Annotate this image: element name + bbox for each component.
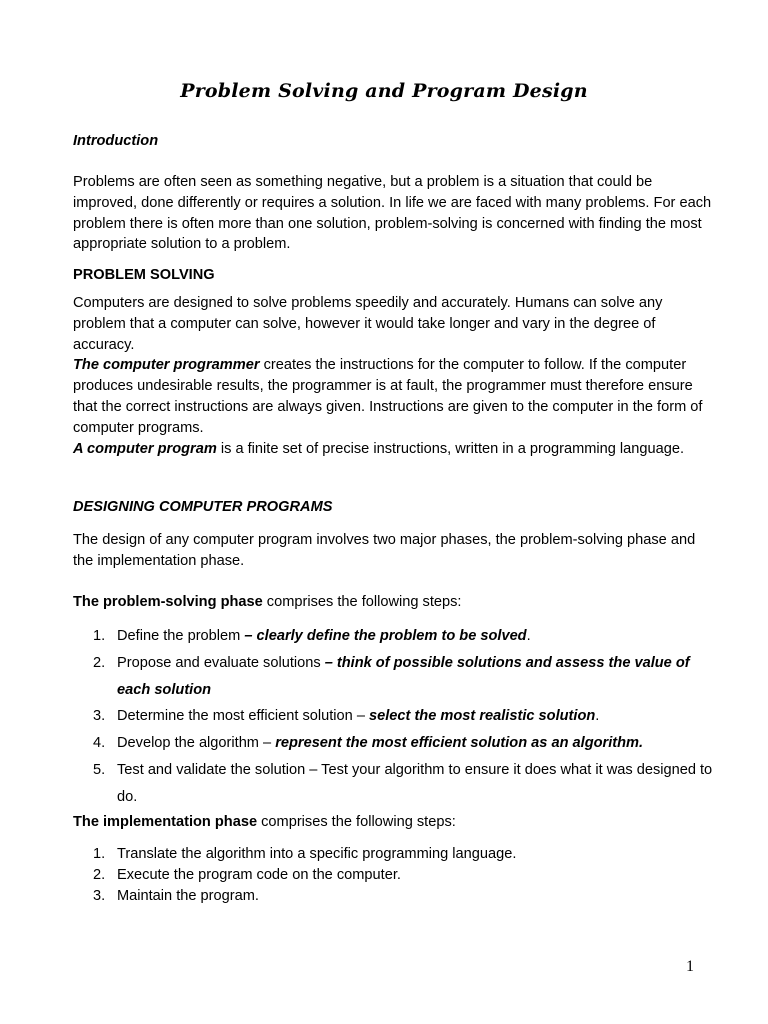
page-title: Problem Solving and Program Design <box>180 80 588 102</box>
list-number: 3. <box>93 708 106 725</box>
designing-paragraph: The design of any computer program involves two major phases, the problem-solving phase and the implementation phase. <box>73 532 696 569</box>
problem-solving-phase-intro <box>73 592 713 613</box>
program-text: is a finite set of precise instructions, written in a programming language. <box>216 440 685 457</box>
step-text: Determine the most efficient solution – <box>117 708 370 725</box>
step-tail: . <box>595 708 600 725</box>
program-definition <box>73 439 713 460</box>
list-number: 1. <box>93 846 106 862</box>
step-text: Develop the algorithm – <box>117 735 276 752</box>
list-item <box>93 757 713 811</box>
program-term: A computer program <box>73 440 217 457</box>
step-text: Define the problem <box>117 628 245 644</box>
implementation-steps <box>93 844 713 906</box>
ps-phase-text: comprises the following steps: <box>262 594 462 610</box>
list-number: 4. <box>93 735 106 752</box>
step-tail: . <box>526 628 531 644</box>
list-number: 2. <box>93 866 106 883</box>
list-item <box>93 730 713 757</box>
step-emphasis: – think of possible solutions and assess the value of each solution <box>117 654 690 698</box>
step-text: Translate the algorithm into a specific programming language. <box>117 846 517 862</box>
introduction-heading: Introduction <box>73 133 159 149</box>
step-text: Propose and evaluate solutions <box>117 654 325 671</box>
introduction-paragraph: Problems are often seen as something negative, but a problem is a situation that could be improved, done differently or requires a solution. In life we are faced with many problems. For each problem there is often more than one solution, problem-solving is concerned with finding the most appropriate solution to a problem. <box>73 174 712 253</box>
step-emphasis: – clearly define the problem to be solved <box>244 628 527 644</box>
list-item <box>93 650 713 704</box>
step-emphasis: select the most realistic solution <box>369 708 596 725</box>
step-emphasis: represent the most efficient solution as an algorithm. <box>275 735 644 752</box>
step-text: Execute the program code on the computer. <box>117 866 401 883</box>
list-number: 2. <box>93 654 106 671</box>
list-number: 5. <box>93 761 106 778</box>
impl-phase-text: comprises the following steps: <box>257 814 456 830</box>
programmer-text: creates the instructions for the computer to follow. If the computer produces undesirable results, the programmer is at fault, the programmer must therefore ensure that the correct instructions are always given. Instructions are given to the computer in the form of computer programs. <box>73 357 703 436</box>
list-number: 3. <box>93 887 106 904</box>
problem-solving-heading: PROBLEM SOLVING <box>73 267 215 283</box>
ps-phase-term: The problem-solving phase <box>73 594 263 610</box>
implementation-phase-intro <box>73 812 713 833</box>
programmer-definition <box>73 355 713 438</box>
designing-heading: DESIGNING COMPUTER PROGRAMS <box>73 499 333 515</box>
step-text: Maintain the program. <box>117 887 259 904</box>
list-item <box>93 844 713 865</box>
problem-solving-body <box>73 293 713 459</box>
list-item <box>93 865 713 886</box>
list-item <box>93 886 713 907</box>
problem-solving-steps <box>93 623 713 811</box>
list-number: 1. <box>93 628 106 644</box>
programmer-term: The computer programmer <box>73 357 260 374</box>
page-number: 1 <box>686 958 694 975</box>
problem-solving-sentence: Computers are designed to solve problems speedily and accurately. Humans can solve any problem that a computer can solve, however it would take longer and vary in the degree of accuracy. <box>73 295 663 353</box>
step-text: Test and validate the solution – Test your algorithm to ensure it does what it was designed to do. <box>117 761 713 805</box>
list-item <box>93 623 713 650</box>
impl-phase-term: The implementation phase <box>73 814 258 830</box>
list-item <box>93 703 713 730</box>
